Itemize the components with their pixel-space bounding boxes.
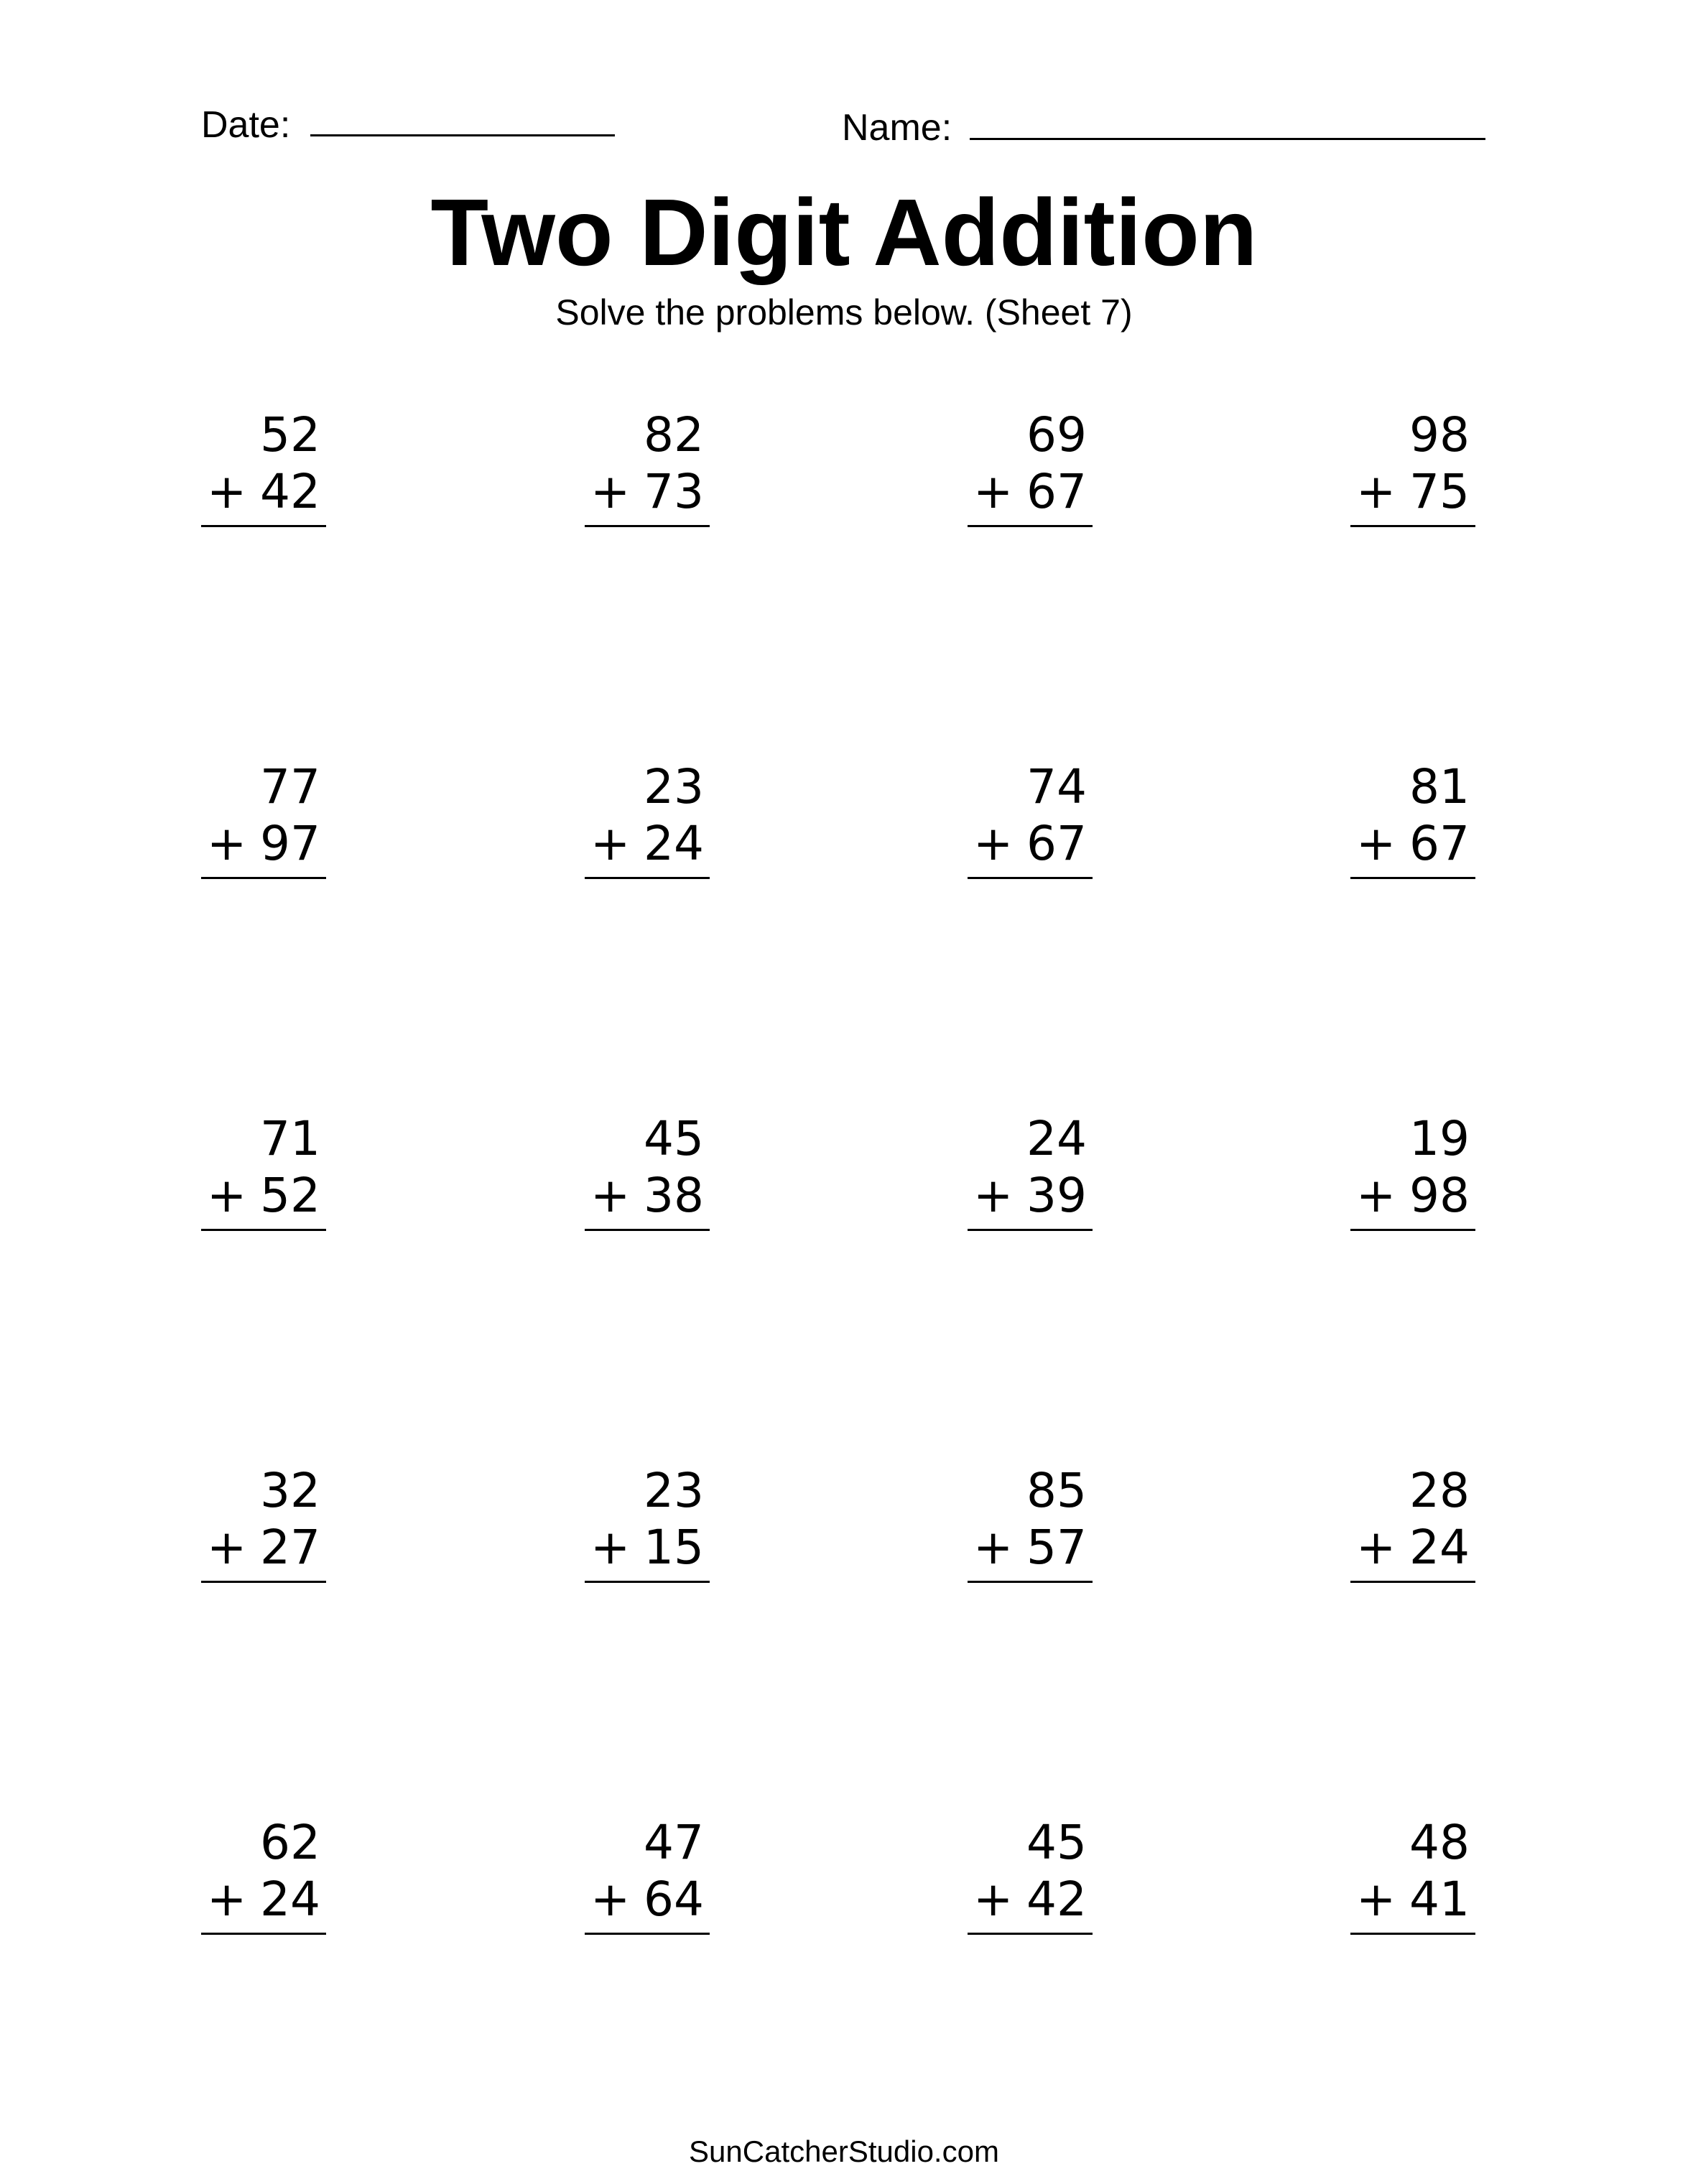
plus-sign: + [973, 464, 1014, 519]
addition-problem [201, 407, 326, 531]
bottom-addend: 64 [644, 1872, 704, 1927]
addition-problem [201, 1111, 326, 1235]
addition-problem [968, 759, 1093, 883]
addition-problem [585, 407, 710, 531]
plus-sign: + [590, 1520, 631, 1575]
top-addend: 45 [1026, 1815, 1087, 1870]
top-addend: 47 [644, 1815, 704, 1870]
addition-problem [201, 759, 326, 883]
addition-problem [201, 1463, 326, 1586]
top-addend: 19 [1409, 1111, 1470, 1166]
bottom-addend: 97 [260, 816, 320, 871]
top-addend: 23 [644, 759, 704, 814]
top-addend: 74 [1026, 759, 1087, 814]
plus-sign: + [590, 816, 631, 871]
top-addend: 81 [1409, 759, 1470, 814]
bottom-addend: 41 [1409, 1872, 1470, 1927]
bottom-addend: 67 [1026, 816, 1087, 871]
answer-line[interactable] [1350, 525, 1475, 527]
top-addend: 28 [1409, 1463, 1470, 1518]
bottom-addend: 15 [644, 1520, 704, 1575]
answer-line[interactable] [201, 1229, 326, 1231]
plus-sign: + [1356, 1168, 1396, 1223]
answer-line[interactable] [201, 877, 326, 879]
bottom-addend: 73 [644, 464, 704, 519]
top-addend: 52 [260, 407, 320, 463]
top-addend: 23 [644, 1463, 704, 1518]
answer-line[interactable] [585, 525, 710, 527]
top-addend: 82 [644, 407, 704, 463]
answer-line[interactable] [201, 1933, 326, 1935]
top-addend: 98 [1409, 407, 1470, 463]
plus-sign: + [207, 1872, 247, 1927]
plus-sign: + [973, 1520, 1014, 1575]
plus-sign: + [1356, 816, 1396, 871]
plus-sign: + [590, 1872, 631, 1927]
bottom-addend: 98 [1409, 1168, 1470, 1223]
bottom-addend: 27 [260, 1520, 320, 1575]
top-addend: 85 [1026, 1463, 1087, 1518]
bottom-addend: 75 [1409, 464, 1470, 519]
plus-sign: + [207, 464, 247, 519]
plus-sign: + [1356, 464, 1396, 519]
worksheet-title: Two Digit Addition [430, 180, 1258, 285]
addition-problem [968, 1111, 1093, 1235]
addition-problem [1350, 407, 1475, 531]
plus-sign: + [207, 1520, 247, 1575]
addition-problem [585, 1463, 710, 1586]
footer-credit: SunCatcherStudio.com [689, 2134, 999, 2168]
bottom-addend: 57 [1026, 1520, 1087, 1575]
date-label: Date: [201, 104, 291, 146]
worksheet-instructions: Solve the problems below. (Sheet 7) [555, 292, 1133, 333]
name-label: Name: [842, 107, 952, 149]
answer-line[interactable] [201, 1581, 326, 1583]
top-addend: 77 [260, 759, 320, 814]
addition-problem [968, 1463, 1093, 1586]
plus-sign: + [590, 1168, 631, 1223]
top-addend: 71 [260, 1111, 320, 1166]
plus-sign: + [973, 1168, 1014, 1223]
answer-line[interactable] [1350, 1581, 1475, 1583]
top-addend: 69 [1026, 407, 1087, 463]
plus-sign: + [973, 816, 1014, 871]
plus-sign: + [1356, 1520, 1396, 1575]
bottom-addend: 24 [260, 1872, 320, 1927]
addition-problem [201, 1815, 326, 1938]
answer-line[interactable] [1350, 1933, 1475, 1935]
answer-line[interactable] [585, 1933, 710, 1935]
bottom-addend: 24 [1409, 1520, 1470, 1575]
answer-line[interactable] [1350, 1229, 1475, 1231]
bottom-addend: 24 [644, 816, 704, 871]
bottom-addend: 67 [1409, 816, 1470, 871]
addition-problem [585, 1111, 710, 1235]
addition-problem [968, 407, 1093, 531]
top-addend: 24 [1026, 1111, 1087, 1166]
addition-problem [585, 759, 710, 883]
answer-line[interactable] [201, 525, 326, 527]
answer-line[interactable] [968, 1581, 1093, 1583]
plus-sign: + [1356, 1872, 1396, 1927]
bottom-addend: 67 [1026, 464, 1087, 519]
bottom-addend: 42 [260, 464, 320, 519]
addition-problem [1350, 759, 1475, 883]
answer-line[interactable] [585, 877, 710, 879]
plus-sign: + [973, 1872, 1014, 1927]
addition-problem [1350, 1815, 1475, 1938]
answer-line[interactable] [585, 1581, 710, 1583]
answer-line[interactable] [968, 525, 1093, 527]
bottom-addend: 52 [260, 1168, 320, 1223]
answer-line[interactable] [968, 1229, 1093, 1231]
plus-sign: + [207, 1168, 247, 1223]
answer-line[interactable] [968, 877, 1093, 879]
answer-line[interactable] [968, 1933, 1093, 1935]
addition-problem [1350, 1463, 1475, 1586]
addition-problem [1350, 1111, 1475, 1235]
answer-line[interactable] [585, 1229, 710, 1231]
top-addend: 48 [1409, 1815, 1470, 1870]
bottom-addend: 42 [1026, 1872, 1087, 1927]
plus-sign: + [590, 464, 631, 519]
plus-sign: + [207, 816, 247, 871]
bottom-addend: 38 [644, 1168, 704, 1223]
addition-problem [968, 1815, 1093, 1938]
addition-problem [585, 1815, 710, 1938]
top-addend: 62 [260, 1815, 320, 1870]
answer-line[interactable] [1350, 877, 1475, 879]
bottom-addend: 39 [1026, 1168, 1087, 1223]
top-addend: 45 [644, 1111, 704, 1166]
top-addend: 32 [260, 1463, 320, 1518]
